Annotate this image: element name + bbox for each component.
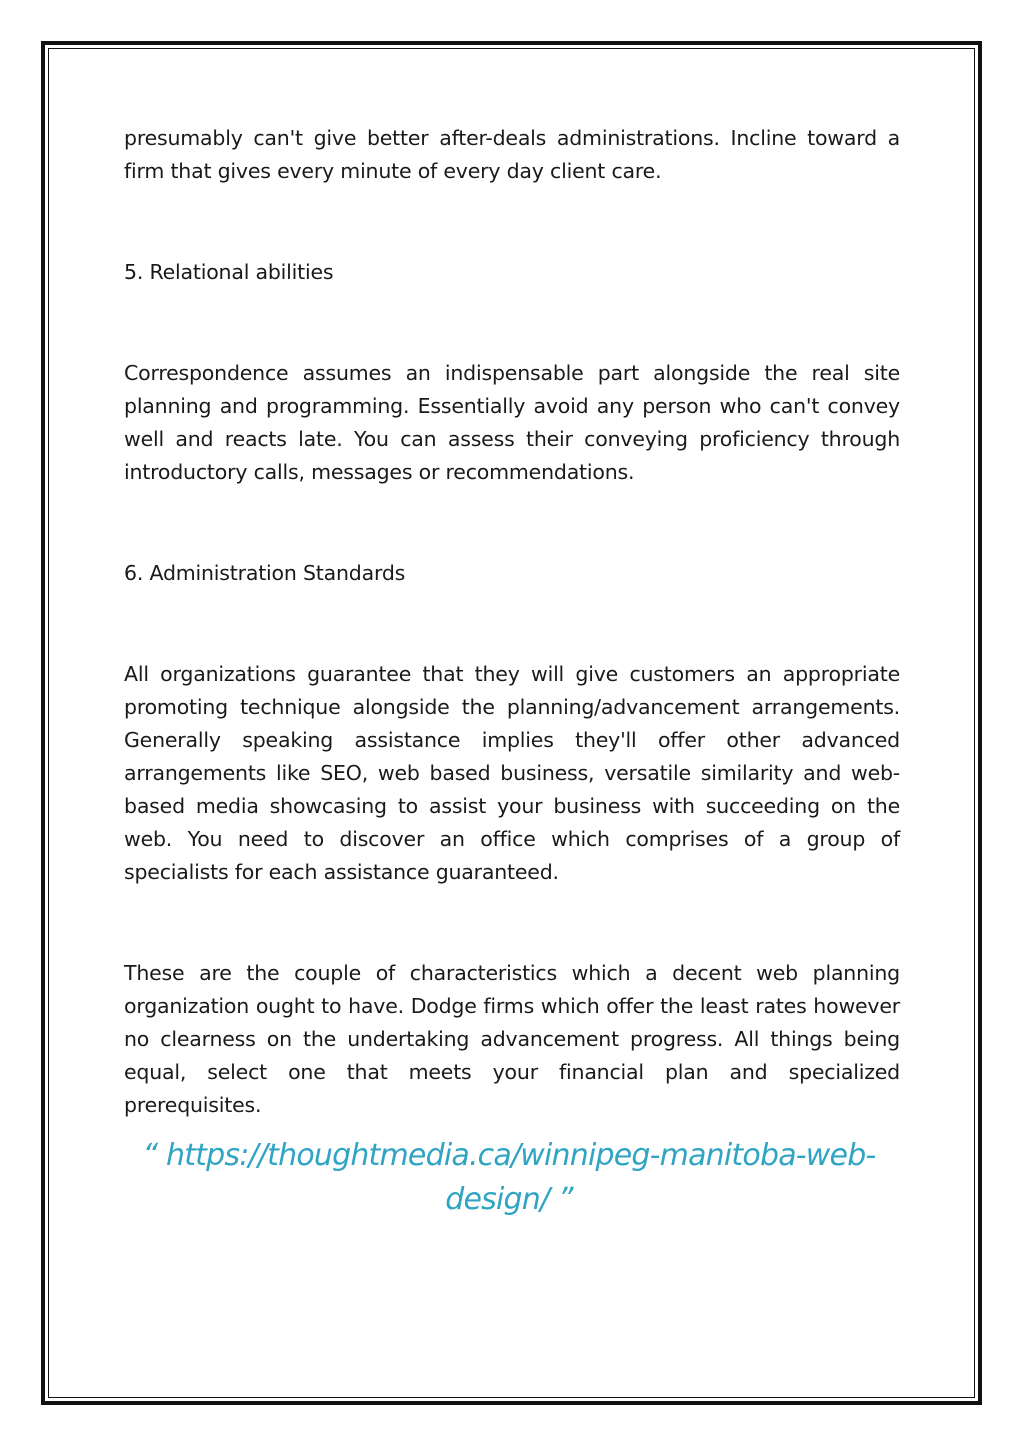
- paragraph-services-guarantee: All organizations guarantee that they will give customers an appropriate promoting technique alongside the planning/advancement arrangements. Generally speaking assistance implies they'll offer other advanced arrangements like SEO, web based business, versatile similarity and web-based media showcasing to assist your business with succeeding on the web. You need to discover an office which comprises of a group of specialists for each assistance guaranteed.: [124, 662, 900, 884]
- paragraph-communication: Correspondence assumes an indispensable part alongside the real site planning and programming. Essentially avoid any person who can't convey well and reacts late. You can assess their conveying proficiency through introductory calls, messages or recommendations.: [124, 361, 900, 484]
- page-content: [124, 122, 900, 1222]
- heading-administration-standards: 6. Administration Standards: [124, 561, 406, 585]
- heading-relational-abilities: 5. Relational abilities: [124, 260, 334, 284]
- paragraph-after-sales-support: presumably can't give better after-deals administrations. Incline toward a firm that gives every minute of every day client care.: [124, 126, 900, 183]
- paragraph-conclusion: These are the couple of characteristics which a decent web planning organization ought to have. Dodge firms which offer the least rates however no clearness on the undertaking advancement progress. All things being equal, select one that meets your financial plan and specialized prerequisites.: [124, 961, 900, 1117]
- website-link[interactable]: “ https://thoughtmedia.ca/winnipeg-manitoba-web-design/ ”: [142, 1138, 876, 1217]
